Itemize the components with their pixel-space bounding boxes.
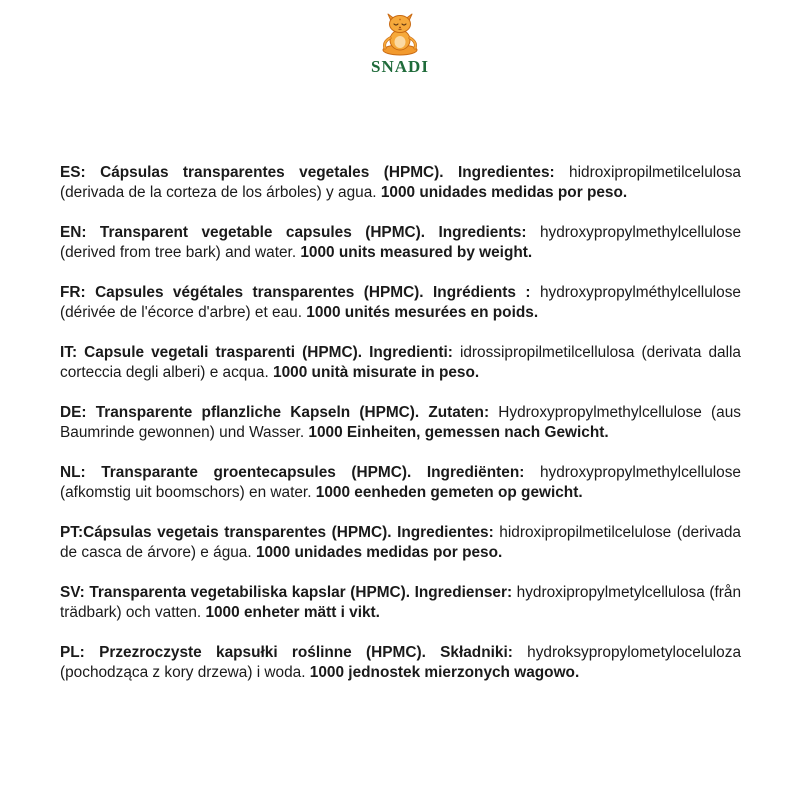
paragraph-body: hydroxypropylmethylcellulose (derived from tree bark) and water. (60, 224, 741, 261)
paragraph-tail: 1000 unità misurate in peso. (273, 363, 480, 381)
paragraph-body: hidroxipropilmetilcelulosa (derivada de la corteza de los árboles) y agua. (60, 164, 741, 201)
paragraph-tail: 1000 units measured by weight. (300, 243, 533, 261)
paragraph-body: hydroxypropylmethylcellulose (afkomstig uit boomschors) en water. (60, 464, 741, 501)
paragraph-lead: IT: Capsule vegetali trasparenti (HPMC). Ingredienti: (60, 344, 453, 361)
paragraph-sv (60, 583, 741, 622)
paragraph-pt (60, 523, 741, 562)
paragraph-body: hydroxipropylmetylcellulosa (från trädbark) och vatten. (60, 584, 742, 621)
paragraph-body: hydroksypropylometyloceluloza (pochodząca z kory drzewa) i woda. (60, 644, 742, 681)
paragraph-tail: 1000 Einheiten, gemessen nach Gewicht. (308, 423, 609, 441)
paragraph-tail: 1000 enheter mätt i vikt. (205, 603, 380, 621)
paragraph-body: Hydroxypropylmethylcellulose (aus Baumrinde gewonnen) und Wasser. (60, 404, 741, 441)
paragraph-lead: FR: Capsules végétales transparentes (HPMC). Ingrédients : (60, 284, 531, 301)
paragraph-lead: SV: Transparenta vegetabiliska kapslar (HPMC). Ingredienser: (60, 584, 513, 601)
paragraph-lead: PT:Cápsulas vegetais transparentes (HPMC). Ingredientes: (60, 524, 494, 541)
paragraph-body: idrossipropilmetilcellulosa (derivata dalla corteccia degli alberi) e acqua. (60, 344, 741, 381)
multilingual-description (60, 163, 741, 703)
paragraph-lead: NL: Transparante groentecapsules (HPMC). Ingrediënten: (60, 464, 525, 481)
paragraph-body: hidroxipropilmetilcelulose (derivada de casca de árvore) e água. (60, 524, 741, 561)
paragraph-tail: 1000 unidades medidas por peso. (380, 183, 628, 201)
meditating-cat-icon (377, 8, 423, 56)
paragraph-fr (60, 283, 741, 322)
paragraph-tail: 1000 eenheden gemeten op gewicht. (315, 483, 583, 501)
paragraph-tail: 1000 unidades medidas por peso. (255, 543, 503, 561)
paragraph-body: hydroxypropylméthylcellulose (dérivée de l'écorce d'arbre) et eau. (60, 284, 741, 321)
brand-name: SNADI (371, 57, 429, 76)
paragraph-lead: DE: Transparente pflanzliche Kapseln (HPMC). Zutaten: (60, 404, 490, 421)
paragraph-it (60, 343, 741, 382)
brand-logo (0, 8, 800, 77)
paragraph-nl (60, 463, 741, 502)
paragraph-tail: 1000 unités mesurées en poids. (306, 303, 539, 321)
paragraph-pl (60, 643, 741, 682)
paragraph-de (60, 403, 741, 442)
paragraph-lead: ES: Cápsulas transparentes vegetales (HPMC). Ingredientes: (60, 164, 555, 181)
paragraph-tail: 1000 jednostek mierzonych wagowo. (309, 663, 580, 681)
paragraph-es (60, 163, 741, 202)
paragraph-en (60, 223, 741, 262)
paragraph-lead: PL: Przezroczyste kapsułki roślinne (HPMC). Składniki: (60, 644, 513, 661)
paragraph-lead: EN: Transparent vegetable capsules (HPMC). Ingredients: (60, 224, 527, 241)
